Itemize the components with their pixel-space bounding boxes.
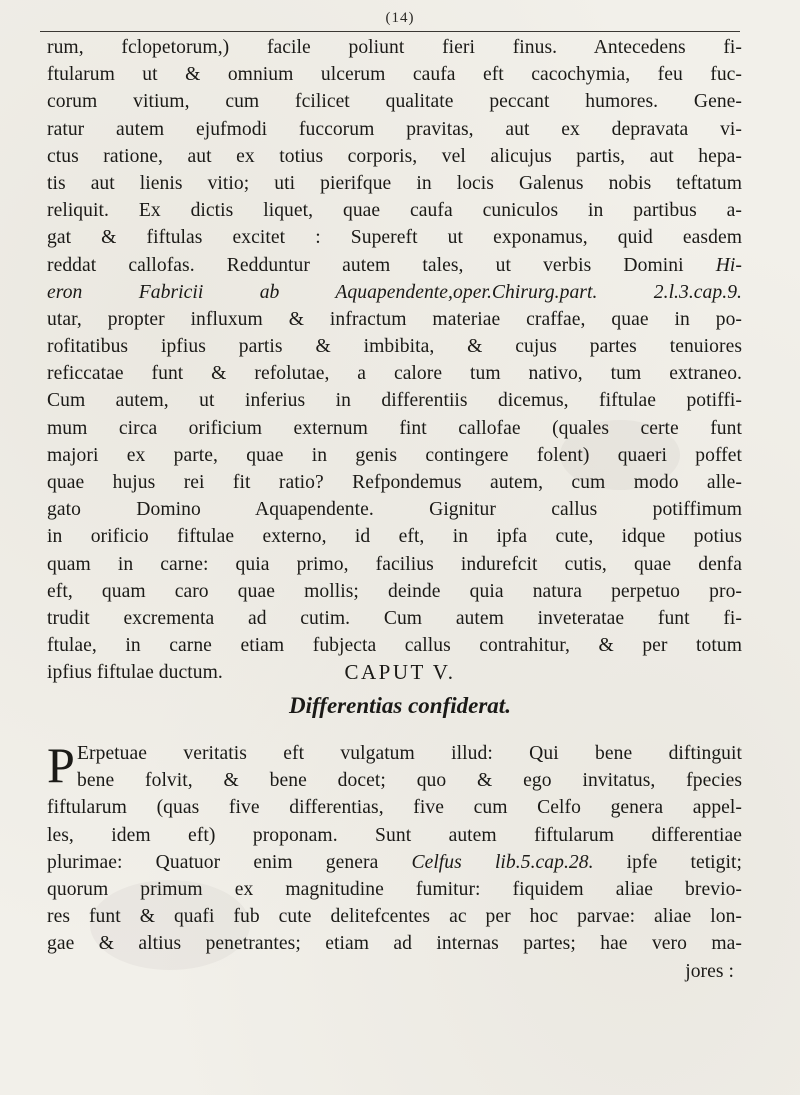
text-line: rofitatibus ipfius partis & imbibita, & cujus partes tenuiores <box>47 336 742 358</box>
text-line: reficcatae funt & refolutae, a calore tum nativo, tum extraneo. <box>47 363 742 385</box>
italic-reference: eron Fabricii ab Aquapendente,oper.Chirurg.part. 2.l.3.cap.9. <box>47 281 742 303</box>
text-line: gae & altius penetrantes; etiam ad internas partes; hae vero ma- <box>47 933 742 955</box>
text-line: ftulae, in carne etiam fubjecta callus contrahitur, & per totum <box>47 635 742 657</box>
text-line: quorum primum ex magnitudine fumitur: fiquidem aliae brevio- <box>47 878 742 900</box>
paragraph-fistula-causes <box>47 34 742 687</box>
text-line: bene folvit, & bene docet; quo & ego invitatus, fpecies <box>77 770 742 792</box>
text-line <box>47 279 742 306</box>
text-line: corum vitium, cum fcilicet qualitate peccant humores. Gene- <box>47 91 742 113</box>
text-line: in orificio fiftulae externo, id eft, in ipfa cute, idque potius <box>47 526 742 548</box>
text-line: Cum autem, ut inferius in differentiis dicemus, fiftulae potiffi- <box>47 390 742 412</box>
page-number: (14) <box>385 10 415 26</box>
text-line: trudit excrementa ad cutim. Cum autem inveteratae funt fi- <box>47 607 742 629</box>
text-line: res funt & quafi fub cute delitefcentes ac per hoc parvae: aliae lon- <box>47 906 742 928</box>
text-line: Erpetuae veritatis eft vulgatum illud: Qui bene diftinguit <box>77 743 742 764</box>
header-rule <box>40 31 740 32</box>
text-line: ftularum ut & omnium ulcerum caufa eft cacochymia, feu fuc- <box>47 64 742 86</box>
text-line: utar, propter influxum & infractum materiae craffae, quae in po- <box>47 308 742 330</box>
text-line: quam in carne: quia primo, facilius indurefcit cutis, quae denfa <box>47 553 742 575</box>
italic-reference: Hi- <box>715 254 742 276</box>
text-line: gato Domino Aquapendente. Gignitur callus potiffimum <box>47 499 742 521</box>
text-line: quae hujus rei fit ratio? Refpondemus autem, cum modo alle- <box>47 472 742 493</box>
chapter-heading: CAPUT V. <box>344 660 456 684</box>
text-line: ipfius fiftulae ductum. <box>47 662 223 684</box>
text-line: reliquit. Ex dictis liquet, quae caufa cuniculos in partibus a- <box>47 200 742 222</box>
catchword: jores : <box>685 960 734 982</box>
text-line: eft, quam caro quae mollis; deinde quia natura perpetuo pro- <box>47 580 742 602</box>
text-line <box>47 849 742 876</box>
text-segment: ipfe tetigit; <box>593 851 743 873</box>
text-line: majori ex parte, quae in genis contingere folent) quaeri poffet <box>47 444 742 466</box>
text-line: les, idem eft) proponam. Sunt autem fiftularum differentiae <box>47 824 742 846</box>
text-segment: plurimae: Quatuor enim genera <box>47 851 379 873</box>
text-line: ctus ratione, aut ex totius corporis, vel alicujus partis, aut hepa- <box>47 145 742 167</box>
text-line: fiftularum (quas five differentias, five cum Celfo genera appel- <box>47 797 742 819</box>
text-line: tis aut lienis vitio; uti pierifque in locis Galenus nobis teftatum <box>47 172 742 194</box>
chapter-subtitle: Differentias confiderat. <box>289 693 511 718</box>
text-line: rum, fclopetorum,) facile poliunt fieri finus. Antecedens fi- <box>47 37 742 58</box>
drop-cap: P <box>47 737 75 793</box>
text-segment: reddat callofas. Redduntur autem tales, ut verbis Domini <box>47 254 684 276</box>
italic-reference: Celfus lib.5.cap.28. <box>411 851 594 873</box>
text-line: ratur autem ejufmodi fuccorum pravitas, aut ex depravata vi- <box>47 118 742 140</box>
text-line: gat & fiftulas excitet : Supereft ut exponamus, quid easdem <box>47 227 742 249</box>
text-line <box>47 252 742 279</box>
text-line: mum circa orificium externum fint callofae (quales certe funt <box>47 417 742 439</box>
paragraph-fistula-differences <box>47 737 743 985</box>
